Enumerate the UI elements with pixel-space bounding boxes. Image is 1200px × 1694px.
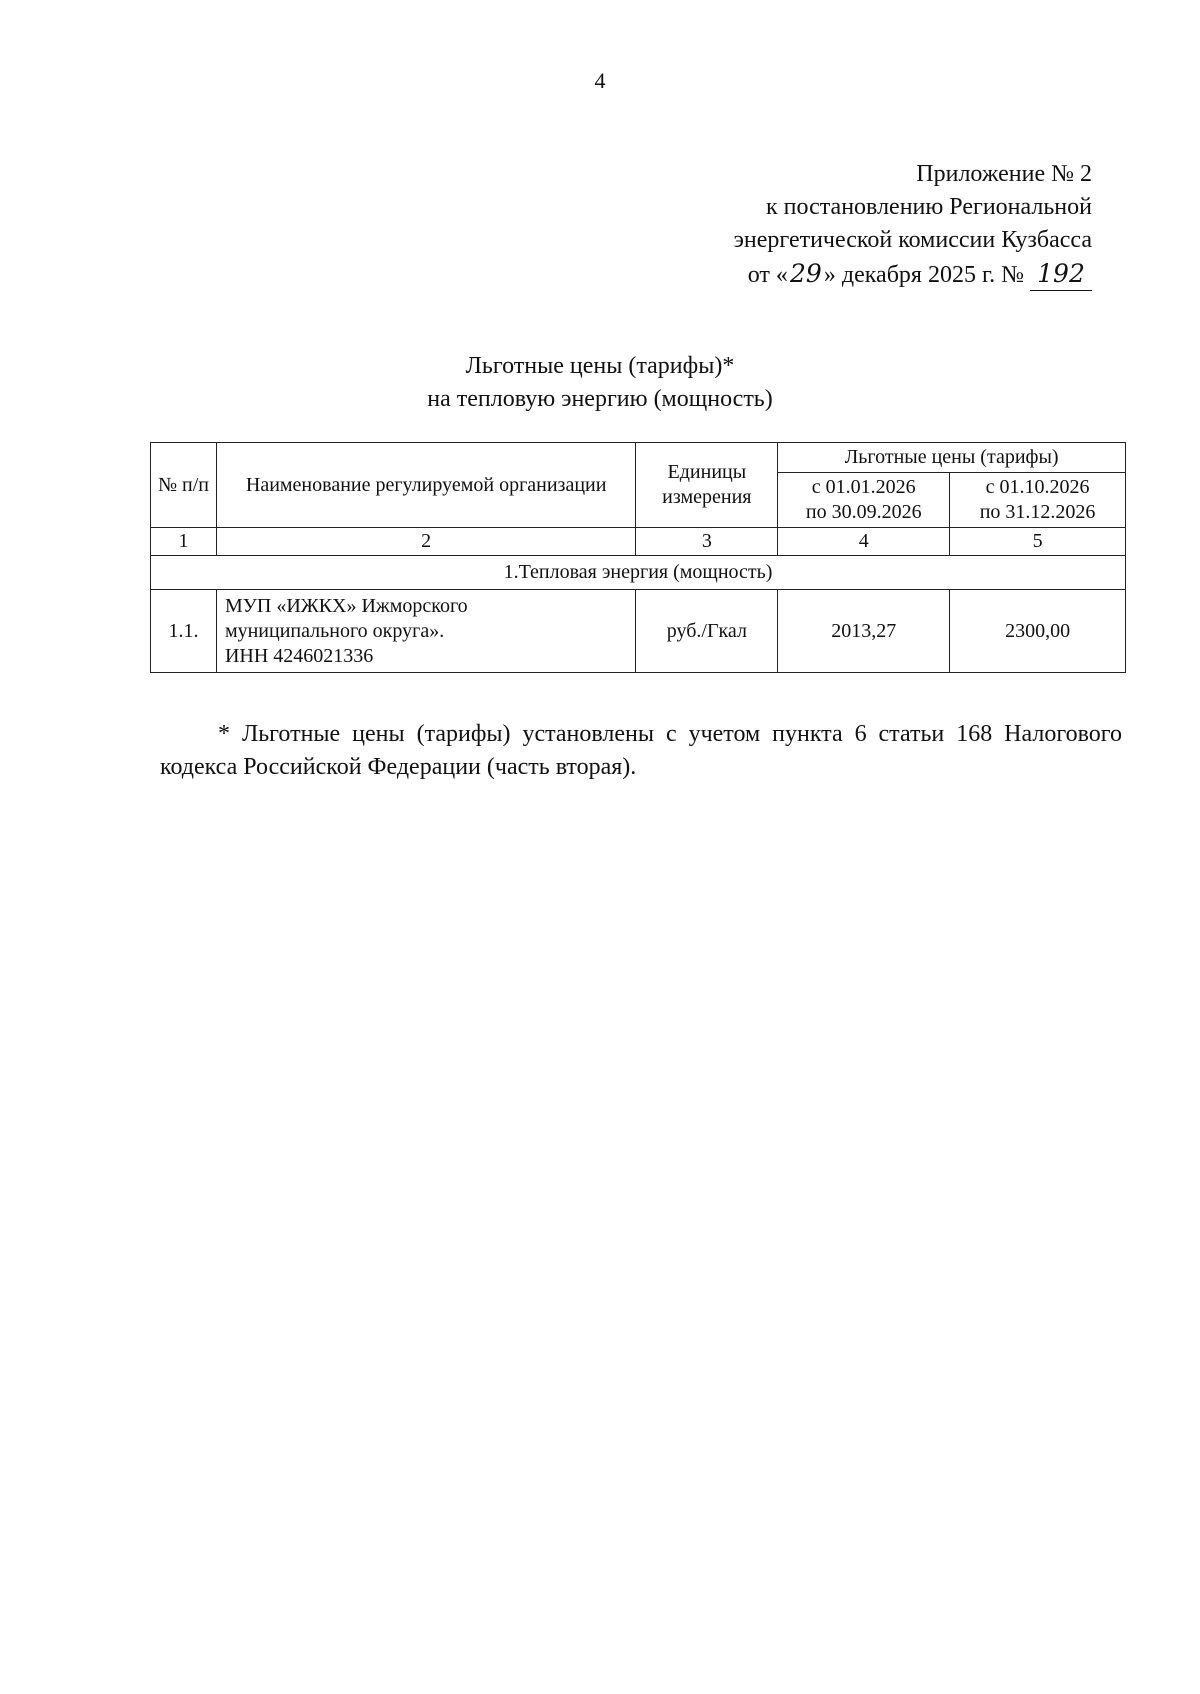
row-price-period-1: 2013,27 — [778, 590, 950, 673]
period-1-to: по 30.09.2026 — [805, 501, 922, 523]
title-line-1: Льготные цены (тарифы)* — [465, 353, 735, 379]
period-1-from: с 01.01.2026 — [811, 476, 916, 498]
header-prices: Льготные цены (тарифы) — [778, 443, 1126, 473]
tariff-table — [150, 442, 1126, 673]
column-index: 1 — [151, 528, 217, 556]
appendix-resolution-line: к постановлению Региональной — [766, 194, 1092, 220]
footnote: * Льготные цены (тарифы) установлены с учетом пункта 6 статьи 168 Налогового кодекса Российской Федерации (часть вторая). — [160, 721, 1122, 780]
page-number: 4 — [594, 68, 606, 93]
date-middle: » декабря 2025 г. № — [823, 262, 1030, 288]
section-row — [151, 556, 1126, 590]
title-line-2: на тепловую энергию (мощность) — [427, 386, 773, 412]
table-row — [151, 590, 1126, 673]
header-num: № п/п — [151, 443, 217, 528]
section-heading: 1.Тепловая энергия (мощность) — [151, 556, 1126, 590]
row-price-period-2: 2300,00 — [950, 590, 1126, 673]
column-index-row — [151, 528, 1126, 556]
period-2-from: с 01.10.2026 — [985, 476, 1090, 498]
period-2-to: по 31.12.2026 — [979, 501, 1096, 523]
header-period-2 — [950, 473, 1126, 528]
row-unit: руб./Гкал — [636, 590, 778, 673]
appendix-date-line — [734, 257, 1092, 292]
header-unit: Единицы измерения — [636, 443, 778, 528]
org-inn: ИНН 4246021336 — [224, 644, 374, 667]
column-index: 2 — [216, 528, 635, 556]
org-name-line-2: муниципального округа». — [224, 619, 445, 642]
handwritten-day: 29 — [789, 259, 822, 288]
handwritten-resolution-number: 192 — [1030, 257, 1092, 291]
column-index: 4 — [778, 528, 950, 556]
document-title — [0, 350, 1200, 416]
header-period-1 — [778, 473, 950, 528]
row-org — [216, 590, 635, 673]
appendix-commission-line: энергетической комиссии Кузбасса — [733, 227, 1092, 253]
header-org: Наименование регулируемой организации — [216, 443, 635, 528]
date-prefix: от « — [747, 262, 788, 288]
column-index: 3 — [636, 528, 778, 556]
appendix-block — [734, 158, 1092, 292]
org-name-line-1: МУП «ИЖКХ» Ижморского — [224, 594, 468, 617]
header-row — [151, 443, 1126, 473]
row-num: 1.1. — [151, 590, 217, 673]
column-index: 5 — [950, 528, 1126, 556]
appendix-title: Приложение № 2 — [916, 161, 1092, 187]
